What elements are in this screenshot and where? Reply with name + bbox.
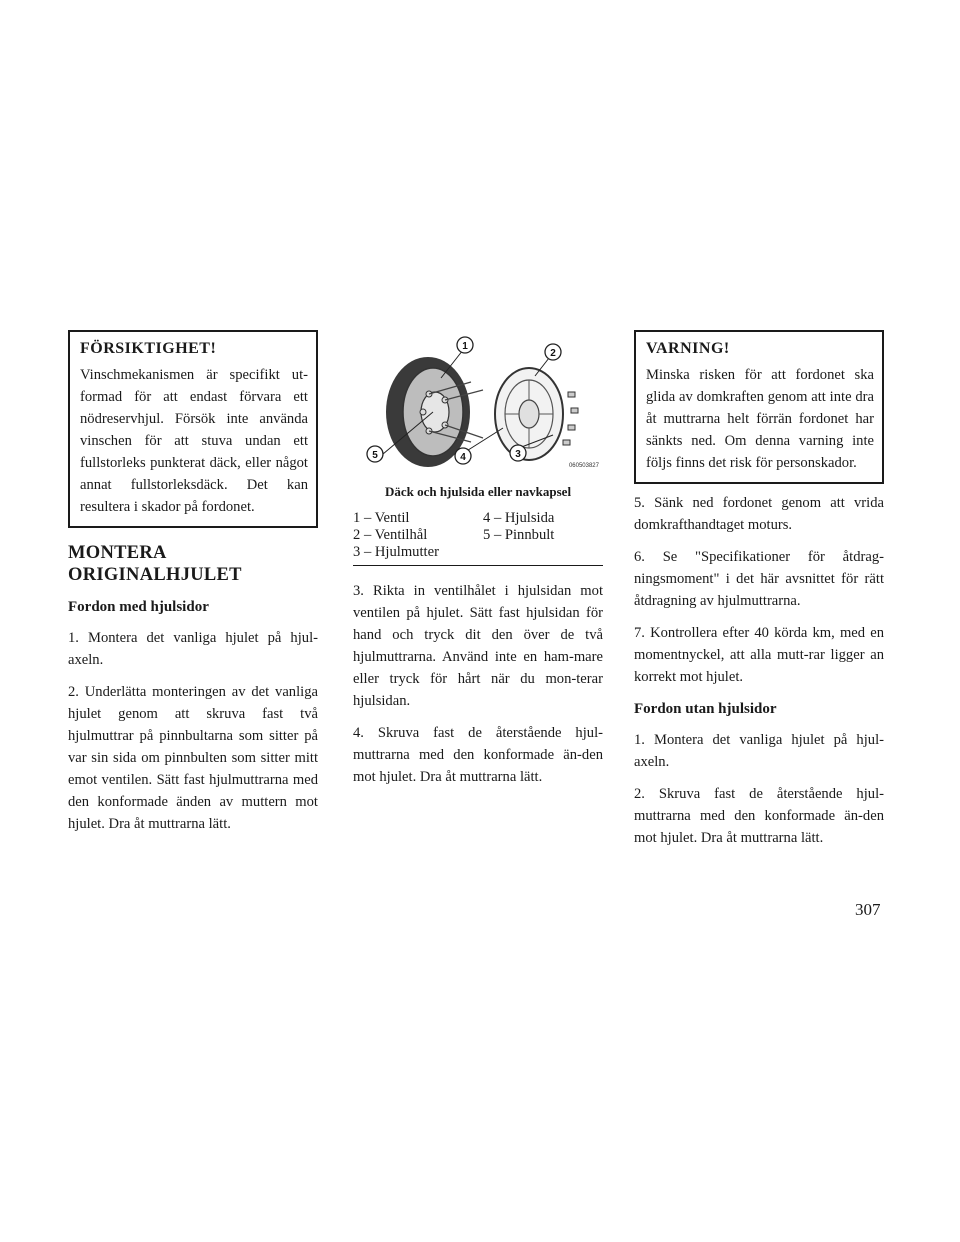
step-3: 3. Rikta in ventilhålet i hjulsidan mot ventilen på hjulet. Sätt fast hjulsidan för hand och tryck dit den över de två hjulmuttrarna. Använd inte en ham-mare eller tryck för hårt när du mon-terar hjulsidan.	[353, 583, 603, 709]
step-7: 7. Kontrollera efter 40 körda km, med en momentnyckel, att alla mutt-rar ligger an korrekt mot hjulet.	[634, 625, 884, 685]
caution-box	[68, 330, 318, 528]
warning-text: Minska risken för att fordonet ska glida av domkraften genom att inte dra åt muttrarna helt förrän fordonet har sänkts ned. Om denna varning inte följs finns det risk för personskador.	[646, 367, 874, 471]
column-middle	[353, 330, 603, 798]
legend-item-2: 2 – Ventilhål	[353, 527, 428, 543]
legend-item-4: 4 – Hjulsida	[483, 510, 555, 526]
wheel-figure	[353, 330, 603, 566]
caution-text: Vinschmekanismen är specifikt ut-formad för att endast förvara ett nödreservhjul. Försök inte använda vinschen för att stuva undan ett fullstorleks punkterat däck, eller något annat fullstorleksdäck. Det kan resultera i skador på fordonet.	[80, 367, 308, 515]
step-5: 5. Sänk ned fordonet genom att vrida domkrafthandtaget moturs.	[634, 495, 884, 533]
column-left	[68, 330, 318, 845]
callout-1: 1	[462, 341, 468, 352]
callout-5: 5	[372, 450, 378, 461]
step-1: 1. Montera det vanliga hjulet på hjul-axeln.	[68, 630, 318, 668]
warning-box	[634, 330, 884, 484]
step-4: 4. Skruva fast de återstående hjul-muttrarna med den konformade än-den mot hjulet. Dra åt muttrarna lätt.	[353, 725, 603, 785]
with-hubcaps-heading: Fordon med hjulsidor	[68, 599, 209, 615]
warning-title: VARNING!	[646, 340, 730, 357]
no-hubcap-step-2: 2. Skruva fast de återstående hjul-muttrarna med den konformade än-den mot hjulet. Dra åt muttrarna lätt.	[634, 786, 884, 846]
figure-code: 060503827	[568, 463, 599, 469]
legend-item-3: 3 – Hjulmutter	[353, 544, 439, 560]
figure-caption: Däck och hjulsida eller navkapsel	[384, 484, 572, 499]
figure-legend	[353, 510, 603, 566]
legend-item-1: 1 – Ventil	[353, 510, 410, 526]
section-heading: MONTERA ORIGINALHJULET	[68, 543, 242, 585]
no-hubcap-step-1: 1. Montera det vanliga hjulet på hjul-axeln.	[634, 732, 884, 770]
callout-2: 2	[550, 348, 556, 359]
without-hubcaps-heading: Fordon utan hjulsidor	[634, 701, 777, 717]
callout-3: 3	[515, 449, 521, 460]
callout-4: 4	[460, 452, 466, 463]
legend-item-5: 5 – Pinnbult	[483, 527, 555, 543]
wheel-hubcap-illustration	[353, 330, 603, 480]
step-2: 2. Underlätta monteringen av det vanliga hjulet genom att skruva fast två hjulmuttrar på pinnbultarna som sitter på var sin sida om pinnbulten som sitter mitt emot ventilen. Sätt fast hjulmuttrarna med den konformade änden av muttern mot hjulet. Dra åt muttrarna lätt.	[68, 684, 318, 832]
step-6: 6. Se "Specifikationer för åtdrag-ningsmoment" i det här avsnittet för rätt åtdragning av hjulmuttrarna.	[634, 549, 884, 609]
page-number: 307	[855, 900, 881, 919]
caution-title: FÖRSIKTIGHET!	[80, 340, 217, 357]
column-right	[634, 330, 884, 859]
